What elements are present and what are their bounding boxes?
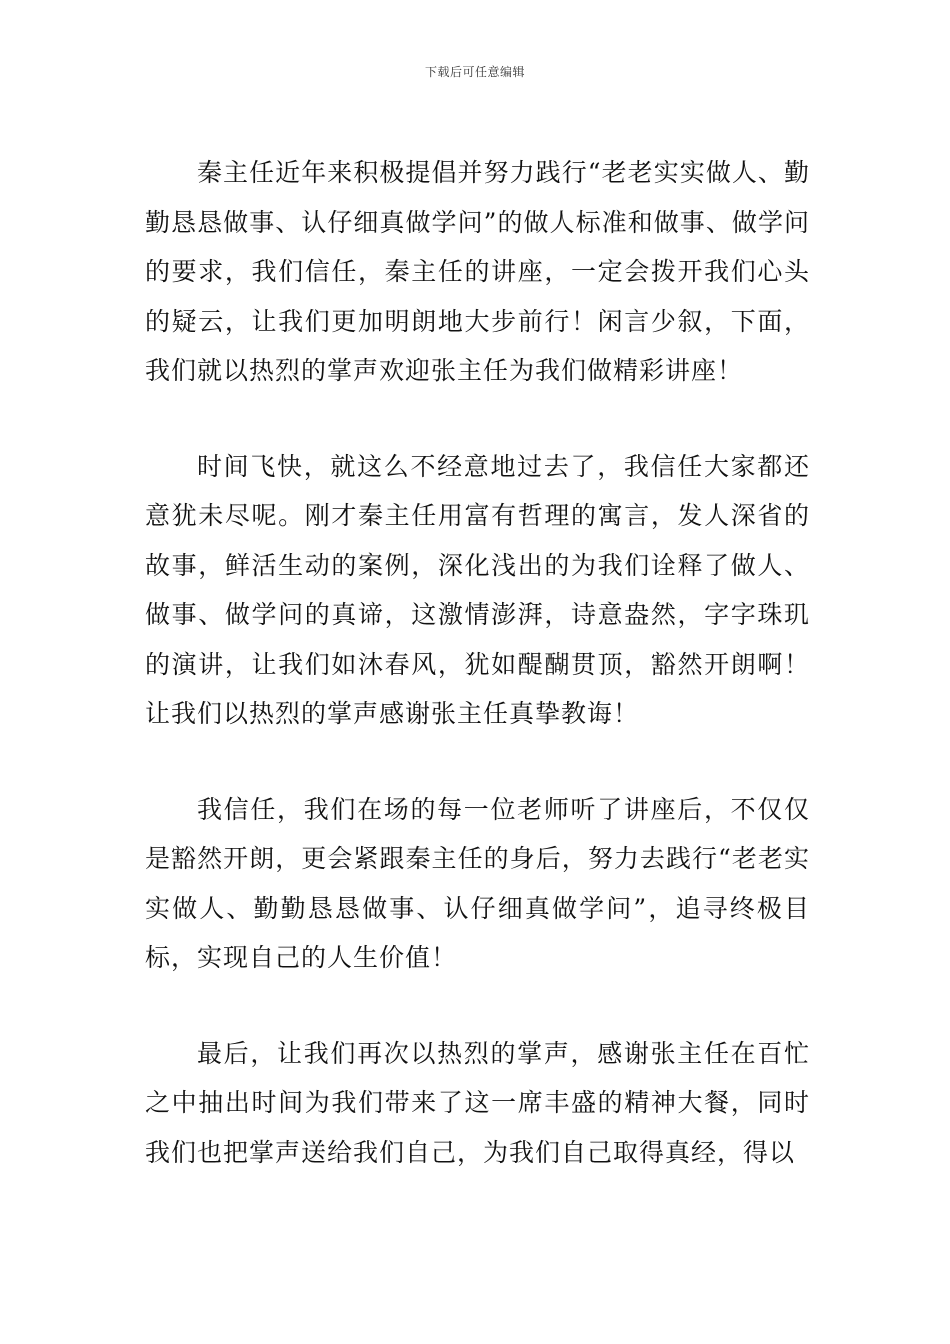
page-header: 下载后可任意编辑 (424, 65, 525, 79)
paragraph-3: 我信任，我们在场的每一位老师听了讲座后，不仅仅是豁然开朗，更会紧跟秦主任的身后，努力去践行“老老实实做人、勤勤恳恳做事、认仔细真做学问”，追寻终极目标，实现自己的人生价值！ (145, 794, 810, 972)
document-body (145, 148, 810, 1177)
paragraph-4: 最后，让我们再次以热烈的掌声，感谢张主任在百忙之中抽出时间为我们带来了这一席丰盛的精神大餐，同时我们也把掌声送给我们自己，为我们自己取得真经，得以 (145, 1038, 810, 1167)
paragraph-1: 秦主任近年来积极提倡并努力践行“老老实实做人、勤勤恳恳做事、认仔细真做学问”的做人标准和做事、做学问的要求，我们信任，秦主任的讲座，一定会拨开我们心头的疑云，让我们更加明朗地大步前行！闲言少叙，下面，我们就以热烈的掌声欢迎张主任为我们做精彩讲座！ (145, 158, 810, 385)
paragraph-2: 时间飞快，就这么不经意地过去了，我信任大家都还意犹未尽呢。刚才秦主任用富有哲理的寓言，发人深省的故事，鲜活生动的案例，深化浅出的为我们诠释了做人、做事、做学问的真谛，这激情澎湃，诗意盎然，字字珠玑的演讲，让我们如沐春风，犹如醍醐贯顶，豁然开朗啊！让我们以热烈的掌声感谢张主任真挚教诲！ (145, 451, 810, 728)
